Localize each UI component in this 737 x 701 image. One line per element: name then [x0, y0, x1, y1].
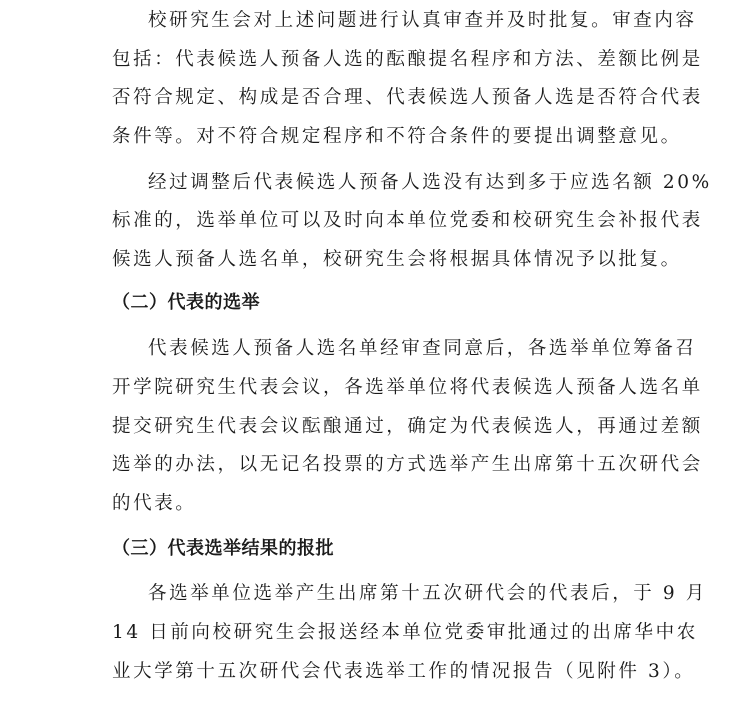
paragraph-line: 条件等。对不符合规定程序和不符合条件的要提出调整意见。: [112, 126, 682, 147]
paragraph-line: 候选人预备人选名单，校研究生会将根据具体情况予以批复。: [112, 249, 682, 270]
paragraph-line: 业大学第十五次研代会代表选举工作的情况报告（见附件 3）。: [112, 661, 696, 682]
paragraph-line: 代表候选人预备人选名单经审查同意后，各选举单位筹备召: [148, 338, 697, 359]
paragraph-line: 提交研究生代表会议酝酿通过，确定为代表候选人，再通过差额: [112, 416, 703, 437]
paragraph-line: 开学院研究生代表会议，各选举单位将代表候选人预备人选名单: [112, 377, 703, 398]
paragraph-line: 选举的办法，以无记名投票的方式选举产生出席第十五次研代会: [112, 454, 703, 475]
section-heading: （三）代表选举结果的报批: [112, 538, 334, 559]
paragraph-line: 标准的，选举单位可以及时向本单位党委和校研究生会补报代表: [112, 210, 703, 231]
paragraph-line: 经过调整后代表候选人预备人选没有达到多于应选名额 20%: [148, 172, 712, 193]
paragraph-line: 14 日前向校研究生会报送经本单位党委审批通过的出席华中农: [112, 622, 698, 643]
paragraph-line: 包括：代表候选人预备人选的酝酿提名程序和方法、差额比例是: [112, 49, 703, 70]
paragraph-line: 各选举单位选举产生出席第十五次研代会的代表后，于 9 月: [148, 583, 707, 604]
paragraph-line: 否符合规定、构成是否合理、代表候选人预备人选是否符合代表: [112, 87, 703, 108]
section-heading: （二）代表的选举: [112, 292, 260, 313]
paragraph-line: 的代表。: [112, 493, 197, 514]
paragraph-line: 校研究生会对上述问题进行认真审查并及时批复。审查内容: [148, 10, 697, 31]
